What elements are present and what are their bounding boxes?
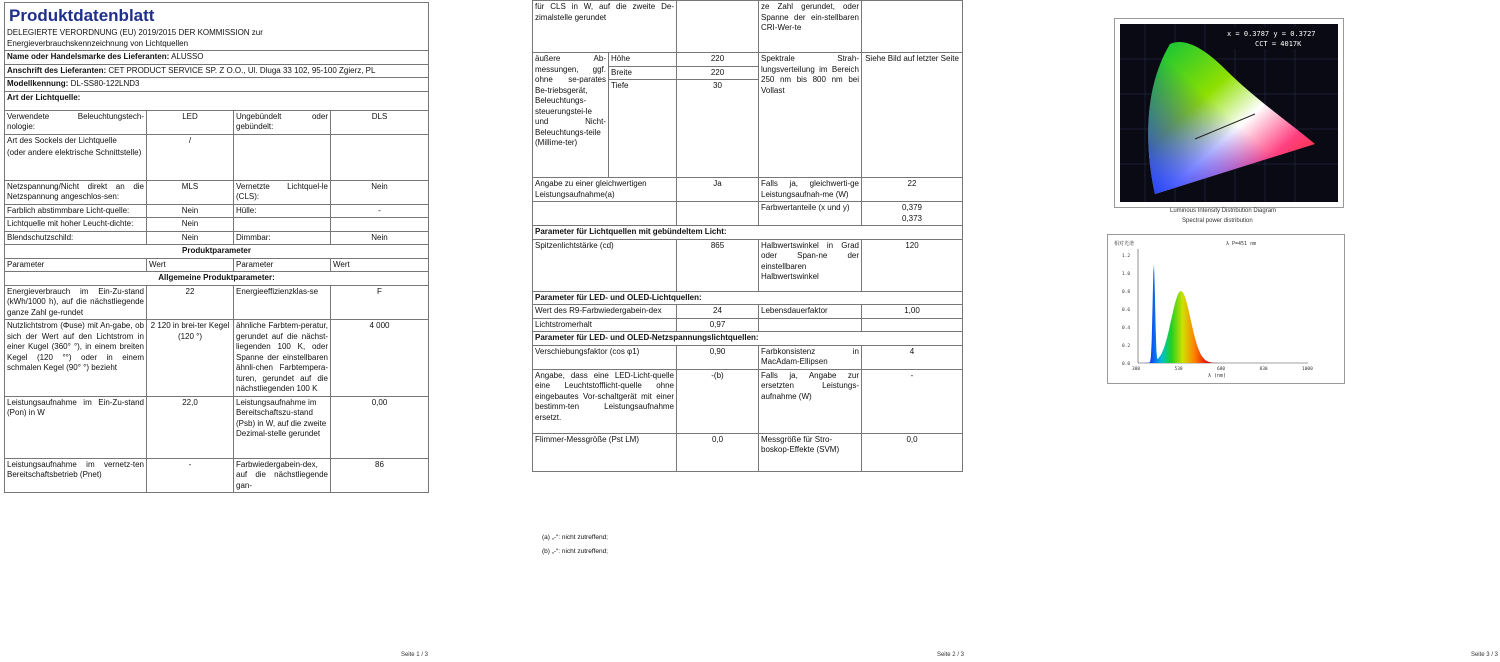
datasheet-table-page-2 <box>532 0 963 472</box>
datasheet-table-page-1 <box>4 2 429 493</box>
table-cell: 220 <box>677 53 759 67</box>
table-cell: - <box>147 458 234 493</box>
table-cell: - <box>862 369 963 433</box>
table-cell: 0,90 <box>677 345 759 369</box>
table-cell: Nein <box>147 218 234 232</box>
table-cell: Energieeffizienzklas-se <box>234 285 331 320</box>
table-cell <box>677 1 759 53</box>
spectrum-x-tick-label: 530 <box>1174 367 1183 372</box>
spectrum-frame <box>1107 234 1345 384</box>
table-cell: Art des Sockels der Lichtquelle (oder andere elektrische Schnittstelle) <box>5 134 147 180</box>
table-cell: 2 120 in brei-ter Kegel (120 °) <box>147 320 234 397</box>
cie-readout-cct: CCT = 4017K <box>1255 40 1302 48</box>
page-1 <box>0 0 498 662</box>
table-cell <box>234 218 331 232</box>
table-cell: Dimmbar: <box>234 231 331 245</box>
table-cell: Energieverbrauch im Ein-Zu-stand (kWh/1000 h), auf die nächstliegende ganze Zahl ge-rundet <box>5 285 147 320</box>
table-cell: - <box>331 204 429 218</box>
column-header: Wert <box>147 258 234 272</box>
spectrum-y-tick-label: 1.2 <box>1122 254 1131 259</box>
table-cell: Höhe <box>609 53 677 67</box>
table-cell: Farbkonsistenz in MacAdam-Ellipsen <box>759 345 862 369</box>
table-cell: ze Zahl gerundet, oder Spanne der ein-stellbaren CRI-Wer-te <box>759 1 862 53</box>
table-cell: Farbwertanteile (x und y) <box>759 202 862 226</box>
table-cell: Nein <box>331 180 429 204</box>
spectrum-y-tick-label: 1.0 <box>1122 272 1131 277</box>
table-cell: Spektrale Strah-lungsverteilung im Bereich 250 nm bis 800 nm bei Vollast <box>759 53 862 178</box>
section-heading: Allgemeine Produktparameter: <box>5 272 429 286</box>
section-heading: Parameter für LED- und OLED-Netzspannungslichtquellen: <box>533 332 963 346</box>
spectrum-x-tick-label: 830 <box>1259 367 1268 372</box>
table-cell: Verwendete Beleuchtungstech-nologie: <box>5 110 147 134</box>
spectrum-chart <box>1108 235 1344 383</box>
table-cell: Ja <box>677 178 759 202</box>
model-value: DL-SS80-122LND3 <box>70 79 140 88</box>
table-cell: -(b) <box>677 369 759 433</box>
cie-readout-xy: x = 0.3787 y = 0.3727 <box>1227 30 1316 38</box>
table-cell: Leistungsaufnahme im Ein-Zu-stand (Pon) in W <box>5 396 147 458</box>
table-cell: Lebensdauerfaktor <box>759 305 862 319</box>
spectrum-x-tick-label: 1000 <box>1302 367 1313 372</box>
table-cell: 865 <box>677 239 759 291</box>
section-heading: Produktparameter <box>5 245 429 259</box>
address-value: CET PRODUCT SERVICE SP. Z O.O., Ul. Dluga 33 102, 95-100 Zgierz, PL <box>108 65 376 75</box>
table-cell: / <box>147 134 234 180</box>
spectrum-x-tick-label: 680 <box>1217 367 1226 372</box>
page-number: Seite 3 / 3 <box>1470 652 1498 658</box>
table-cell: 4 000 <box>331 320 429 397</box>
footnote-a: (a) „-“: nicht zutreffend; <box>542 534 608 541</box>
address-row: Anschrift des Lieferanten: CET PRODUCT SERVICE SP. Z O.O., Ul. Dluga 33 102, 95-100 Zgierz, PL <box>5 64 429 78</box>
table-cell: 0,0 <box>862 433 963 471</box>
table-cell: 22,0 <box>147 396 234 458</box>
cie-caption: Luminous Intensity Distribution Diagram <box>1170 208 1277 214</box>
cie-diagram-frame <box>1114 18 1344 208</box>
spectrum-y-tick-label: 0.2 <box>1122 344 1131 349</box>
table-cell <box>677 202 759 226</box>
table-cell: Nutzlichtstrom (Φuse) mit An-gabe, ob sich der Wert auf den Lichtstrom in einer Kugel (360° °), in einem breiten Kegel (120 °°) oder in einem schmalen Kegel (90° °) bezieht <box>5 320 147 397</box>
table-cell: 22 <box>147 285 234 320</box>
table-cell <box>862 318 963 332</box>
table-cell: F <box>331 285 429 320</box>
table-cell: 1,00 <box>862 305 963 319</box>
page-number: Seite 2 / 3 <box>936 652 964 658</box>
page-title: Produktdatenblatt <box>9 6 155 25</box>
spectrum-corner-label: 相对光谱 <box>1114 241 1135 247</box>
table-cell: Angabe, dass eine LED-Licht-quelle eine Leuchtstofflicht-quelle ohne eingebautes Vor-schaltgerät mit einer bestimm-ten Leistungsaufnahme ersetzt. <box>533 369 677 433</box>
spectrum-x-tick-label: 380 <box>1132 367 1141 372</box>
table-cell: Spitzenlichtstärke (cd) <box>533 239 677 291</box>
spectrum-x-label: λ (nm) <box>1208 373 1227 379</box>
table-cell: LED <box>147 110 234 134</box>
table-cell: Farblich abstimmbare Licht-quelle: <box>5 204 147 218</box>
table-cell: Lichtstromerhalt <box>533 318 677 332</box>
table-cell: Leistungsaufnahme im vernetz-ten Bereitschaftsbetrieb (Pnet) <box>5 458 147 493</box>
table-cell: 30 <box>677 80 759 178</box>
regulation-text: DELEGIERTE VERORDNUNG (EU) 2019/2015 DER KOMMISSION zur Energieverbrauchskennzeichnung von Lichtquellen <box>7 28 263 48</box>
section-heading: Parameter für Lichtquellen mit gebündeltem Licht: <box>533 226 963 240</box>
table-cell: Tiefe <box>609 80 677 178</box>
table-cell: Breite <box>609 66 677 80</box>
table-cell: ähnliche Farbtem-peratur, gerundet auf die nächst-liegenden 100 K, oder Spanne der einstellbaren ähnli-chen Farbtempera-turen, gerundet auf die nächstliegenden 100 K <box>234 320 331 397</box>
footnote-b: (b) „-“: nicht zutreffend; <box>542 548 608 555</box>
dimensions-label: äußere Ab-messungen, ggf. ohne se-parates Be-triebsgerät, Beleuchtungs-steuerungstei-le und Nicht-Beleuchtungs-teile (Millime-ter) <box>533 53 609 178</box>
table-cell: 86 <box>331 458 429 493</box>
cie-diagram <box>1115 19 1343 207</box>
table-cell: DLS <box>331 110 429 134</box>
spectrum-y-tick-label: 0.0 <box>1122 362 1131 367</box>
table-cell: Flimmer-Messgröße (Pst LM) <box>533 433 677 471</box>
table-cell: 0,97 <box>677 318 759 332</box>
table-cell: Leistungsaufnahme im Bereitschaftszu-stand (Psb) in W, auf die zweite Dezimal-stelle gerundet <box>234 396 331 458</box>
table-cell: 0,379 0,373 <box>862 202 963 226</box>
column-header: Parameter <box>5 258 147 272</box>
spectrum-y-tick-label: 0.4 <box>1122 326 1131 331</box>
page-2 <box>498 0 1000 662</box>
model-row: Modellkennung: DL-SS80-122LND3 <box>5 78 429 92</box>
table-cell: Vernetzte Lichtquel-le (CLS): <box>234 180 331 204</box>
table-cell: Farbwiedergabein-dex, auf die nächstliegende gan- <box>234 458 331 493</box>
table-cell: Messgröße für Stro-boskop-Effekte (SVM) <box>759 433 862 471</box>
table-cell: Verschiebungsfaktor (cos φ1) <box>533 345 677 369</box>
cie-caption-2: Spectral power distribution <box>1182 218 1253 224</box>
column-header: Parameter <box>234 258 331 272</box>
spectrum-y-ticks <box>1122 253 1130 367</box>
table-cell: Hülle: <box>234 204 331 218</box>
table-cell: 24 <box>677 305 759 319</box>
table-cell: 22 <box>862 178 963 202</box>
table-cell <box>533 202 677 226</box>
table-cell: Blendschutzschild: <box>5 231 147 245</box>
table-cell: Falls ja, Angabe zur ersetzten Leistungs-aufnahme (W) <box>759 369 862 433</box>
table-cell: Netzspannung/Nicht direkt an die Netzspannung angeschlos-sen: <box>5 180 147 204</box>
table-cell: Falls ja, gleichwerti-ge Leistungsaufnah-me (W) <box>759 178 862 202</box>
spectrum-curve <box>1140 264 1218 363</box>
table-cell: Angabe zu einer gleichwertigen Leistungsaufnahme(a) <box>533 178 677 202</box>
page-3 <box>1000 0 1500 662</box>
table-cell: 0,00 <box>331 396 429 458</box>
table-cell: 4 <box>862 345 963 369</box>
table-cell: Siehe Bild auf letzter Seite <box>862 53 963 178</box>
table-cell: 120 <box>862 239 963 291</box>
table-cell: Wert des R9-Farbwiedergabein-dex <box>533 305 677 319</box>
table-cell: für CLS in W, auf die zweite De-zimalstelle gerundet <box>533 1 677 53</box>
table-cell <box>862 1 963 53</box>
table-cell: 220 <box>677 66 759 80</box>
spectrum-y-tick-label: 0.6 <box>1122 308 1131 313</box>
spectrum-header: λ P=451 nm <box>1226 241 1257 247</box>
table-cell: Nein <box>147 204 234 218</box>
table-cell: MLS <box>147 180 234 204</box>
supplier-value: ALUSSO <box>171 52 204 61</box>
table-cell: Lichtquelle mit hoher Leucht-dichte: <box>5 218 147 232</box>
section-heading: Parameter für LED- und OLED-Lichtquellen: <box>533 291 963 305</box>
page-number: Seite 1 / 3 <box>400 652 428 658</box>
table-cell: Ungebündelt oder gebündelt: <box>234 110 331 134</box>
section-heading: Art der Lichtquelle: <box>5 91 429 110</box>
table-cell: Halbwertswinkel in Grad oder Span-ne der einstellbaren Halbwertswinkel <box>759 239 862 291</box>
supplier-row: Name oder Handelsmarke des Lieferanten: ALUSSO <box>5 51 429 65</box>
table-cell <box>234 134 331 180</box>
table-cell <box>759 318 862 332</box>
table-cell: Nein <box>147 231 234 245</box>
table-cell: 0,0 <box>677 433 759 471</box>
spectrum-y-tick-label: 0.8 <box>1122 290 1131 295</box>
spectrum-x-ticks <box>1132 366 1313 372</box>
table-cell <box>331 134 429 180</box>
column-header: Wert <box>331 258 429 272</box>
table-cell: Nein <box>331 231 429 245</box>
table-cell <box>331 218 429 232</box>
